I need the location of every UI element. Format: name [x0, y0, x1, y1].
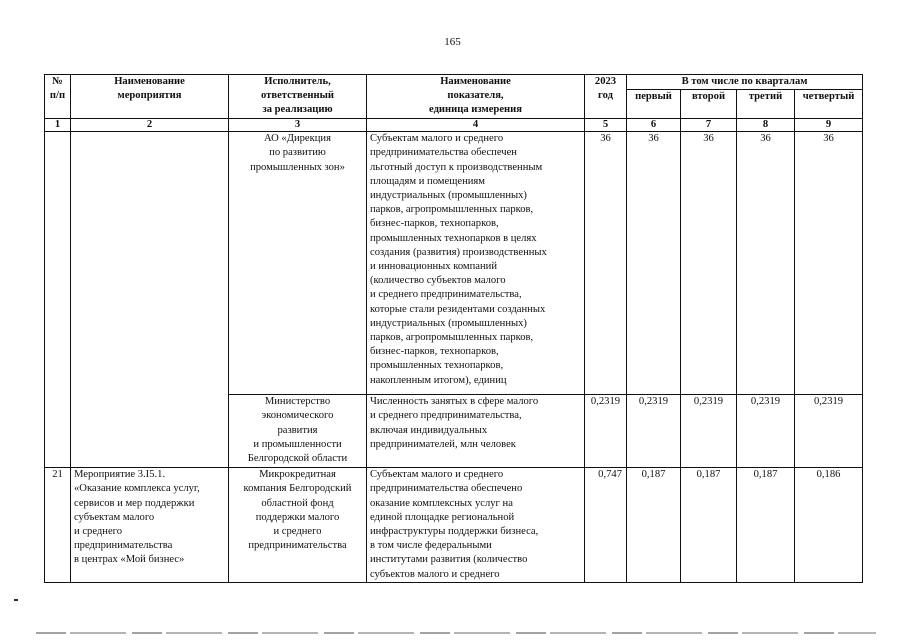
cell-year: 0,2319 [585, 395, 627, 468]
scan-mark [14, 599, 18, 601]
cell-year: 36 [585, 132, 627, 395]
cell-q3: 36 [737, 132, 795, 395]
cell-indicator: Субъектам малого и среднего предпринимательства обеспечено оказание комплексных услуг на единой площадке региональной инфраструктуры поддержки бизнеса, в том числе федеральными институтами развития (количество субъектов малого и среднего [367, 468, 585, 583]
column-number: 4 [367, 119, 585, 132]
column-number: 5 [585, 119, 627, 132]
cell-executor: Министерство экономического развития и промышленности Белгородской области [229, 395, 367, 468]
header-name: Наименование мероприятия [71, 75, 229, 119]
cell-q1: 36 [627, 132, 681, 395]
column-numbers-row [45, 119, 863, 132]
header-executor: Исполнитель, ответственный за реализацию [229, 75, 367, 119]
scan-artifact-line [36, 632, 876, 634]
cell-no [45, 132, 71, 468]
header-q2: второй [681, 90, 737, 119]
column-number: 9 [795, 119, 863, 132]
cell-name: Мероприятие 3.I5.1. «Оказание комплекса услуг, сервисов и мер поддержки субъектам малого и среднего предпринимательства в центрах «Мой бизнес» [71, 468, 229, 583]
column-number: 1 [45, 119, 71, 132]
cell-executor: АО «Дирекция по развитию промышленных зон» [229, 132, 367, 395]
cell-executor: Микрокредитная компания Белгородский областной фонд поддержки малого и среднего предпринимательства [229, 468, 367, 583]
cell-no: 21 [45, 468, 71, 583]
cell-indicator: Субъектам малого и среднего предпринимательства обеспечен льготный доступ к производственным площадям и помещениям индустриальных (промышленных) парков, агропромышленных парков, бизнес-парков, технопарков, промышленных технопарков в целях создания (развития) производственных и инновационных компаний (количество субъектов малого и среднего предпринимательства, которые стали резидентами созданных индустриальных (промышленных) парков, агропромышленных парков, бизнес-парков, технопарков, промышленных технопарков, накопленным итогом), единиц [367, 132, 585, 395]
cell-year: 0,747 [585, 468, 627, 583]
cell-q1: 0,187 [627, 468, 681, 583]
cell-q4: 0,2319 [795, 395, 863, 468]
header-year: 2023 год [585, 75, 627, 119]
cell-q2: 0,2319 [681, 395, 737, 468]
header-q1: первый [627, 90, 681, 119]
header-quarters: В том числе по кварталам [627, 75, 863, 90]
cell-q1: 0,2319 [627, 395, 681, 468]
header-indicator: Наименование показателя, единица измерения [367, 75, 585, 119]
page-number: 165 [444, 36, 461, 48]
cell-q4: 0,186 [795, 468, 863, 583]
column-number: 7 [681, 119, 737, 132]
header-q4: четвертый [795, 90, 863, 119]
column-number: 2 [71, 119, 229, 132]
column-number: 3 [229, 119, 367, 132]
header-no: № п/п [45, 75, 71, 119]
table-row [45, 132, 863, 395]
column-number: 6 [627, 119, 681, 132]
cell-q2: 0,187 [681, 468, 737, 583]
cell-q3: 0,2319 [737, 395, 795, 468]
table-row [45, 468, 863, 583]
column-number: 8 [737, 119, 795, 132]
cell-q2: 36 [681, 132, 737, 395]
cell-indicator: Численность занятых в сфере малого и среднего предпринимательства, включая индивидуальных предпринимателей, млн человек [367, 395, 585, 468]
cell-name [71, 132, 229, 468]
cell-q3: 0,187 [737, 468, 795, 583]
header-q3: третий [737, 90, 795, 119]
activities-table [44, 74, 863, 583]
header-row [45, 75, 863, 90]
cell-q4: 36 [795, 132, 863, 395]
